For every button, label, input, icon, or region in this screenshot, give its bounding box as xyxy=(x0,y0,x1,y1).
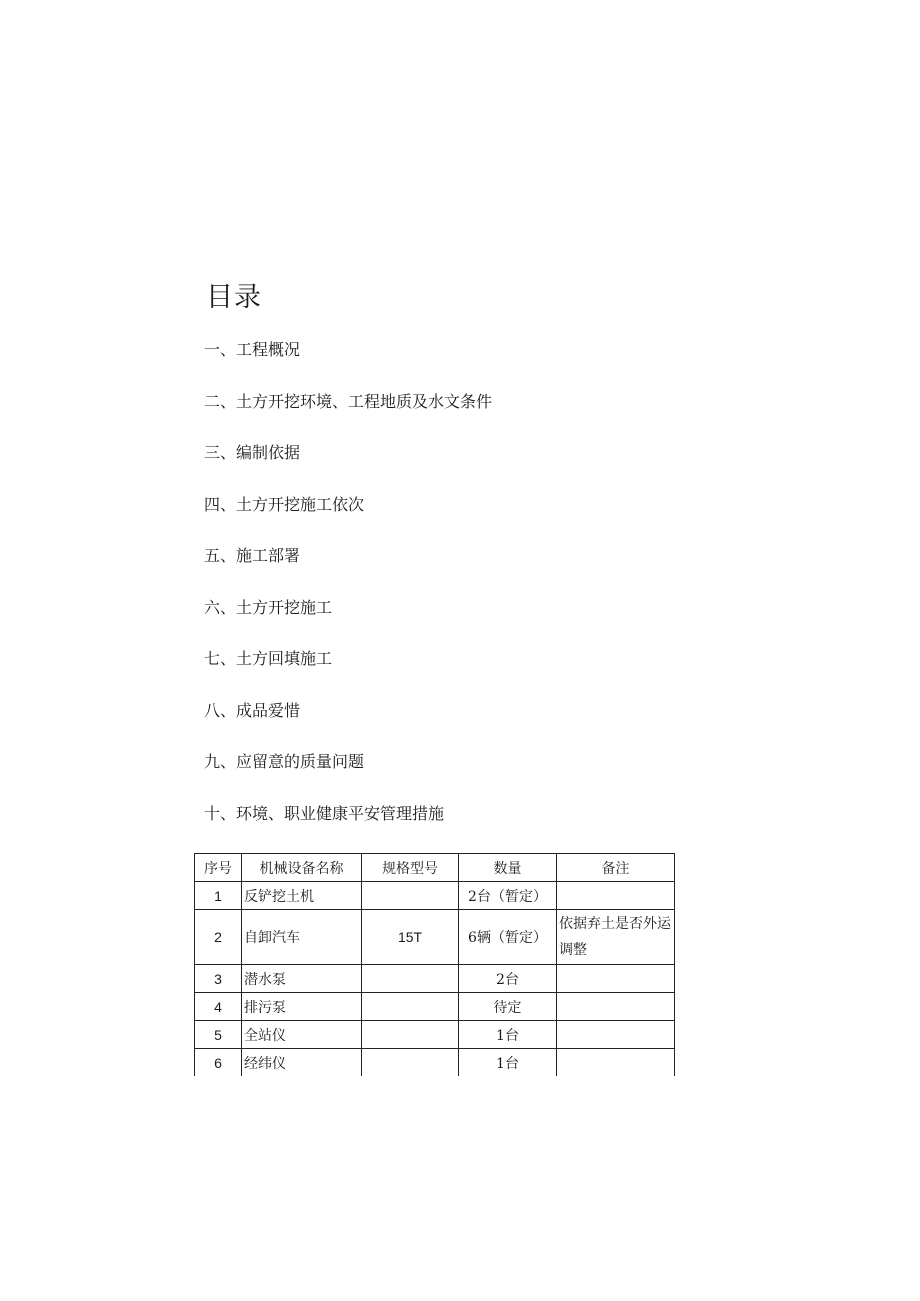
cell-qty: 2台 xyxy=(459,965,557,993)
toc-item-1: 一、工程概况 xyxy=(204,340,301,359)
cell-name: 排污泵 xyxy=(242,993,362,1021)
cell-no: 3 xyxy=(195,965,242,993)
header-qty: 数量 xyxy=(459,854,557,882)
table-row xyxy=(195,965,675,993)
cell-note xyxy=(557,1021,675,1049)
toc-title: 目录 xyxy=(206,282,262,313)
header-note: 备注 xyxy=(557,854,675,882)
cell-qty: 待定 xyxy=(459,993,557,1021)
toc-item-2: 二、土方开挖环境、工程地质及水文条件 xyxy=(204,391,493,411)
table-row xyxy=(195,1021,675,1049)
table-row xyxy=(195,910,675,965)
header-name: 机械设备名称 xyxy=(242,854,362,882)
equipment-table xyxy=(194,853,675,1076)
cell-spec xyxy=(362,1021,459,1049)
cell-note: 依据弃土是否外运调整 xyxy=(557,910,675,965)
table-row xyxy=(195,882,675,910)
cell-spec xyxy=(362,993,459,1021)
cell-name: 潜水泵 xyxy=(242,965,362,993)
toc-item-10: 十、环境、职业健康平安管理措施 xyxy=(204,803,445,823)
cell-name: 反铲挖土机 xyxy=(242,882,362,910)
table-header-row xyxy=(195,854,675,882)
cell-qty: 6辆（暂定） xyxy=(459,910,557,965)
cell-name: 经纬仪 xyxy=(242,1049,362,1077)
table-row xyxy=(195,1049,675,1077)
cell-no: 1 xyxy=(195,882,242,910)
toc-item-5: 五、施工部署 xyxy=(204,546,301,565)
cell-qty: 2台（暂定） xyxy=(459,882,557,910)
cell-qty: 1台 xyxy=(459,1021,557,1049)
cell-name: 全站仪 xyxy=(242,1021,362,1049)
header-no: 序号 xyxy=(195,854,242,882)
cell-qty: 1台 xyxy=(459,1049,557,1077)
cell-no: 6 xyxy=(195,1049,242,1077)
cell-note xyxy=(557,882,675,910)
toc-item-7: 七、土方回填施工 xyxy=(204,649,333,668)
toc-item-3: 三、编制依据 xyxy=(204,443,301,462)
cell-note xyxy=(557,993,675,1021)
cell-no: 2 xyxy=(195,910,242,965)
toc-item-6: 六、土方开挖施工 xyxy=(204,597,333,617)
cell-spec xyxy=(362,965,459,993)
cell-spec: 15T xyxy=(362,910,459,965)
toc-item-4: 四、土方开挖施工依次 xyxy=(204,494,365,514)
toc-item-9: 九、应留意的质量问题 xyxy=(204,752,365,771)
cell-spec xyxy=(362,882,459,910)
cell-name: 自卸汽车 xyxy=(242,910,362,965)
toc-item-8: 八、成品爱惜 xyxy=(204,700,301,720)
cell-spec xyxy=(362,1049,459,1077)
cell-note xyxy=(557,1049,675,1077)
header-spec: 规格型号 xyxy=(362,854,459,882)
cell-no: 4 xyxy=(195,993,242,1021)
cell-no: 5 xyxy=(195,1021,242,1049)
table-row xyxy=(195,993,675,1021)
toc-list xyxy=(204,338,492,853)
cell-note xyxy=(557,965,675,993)
